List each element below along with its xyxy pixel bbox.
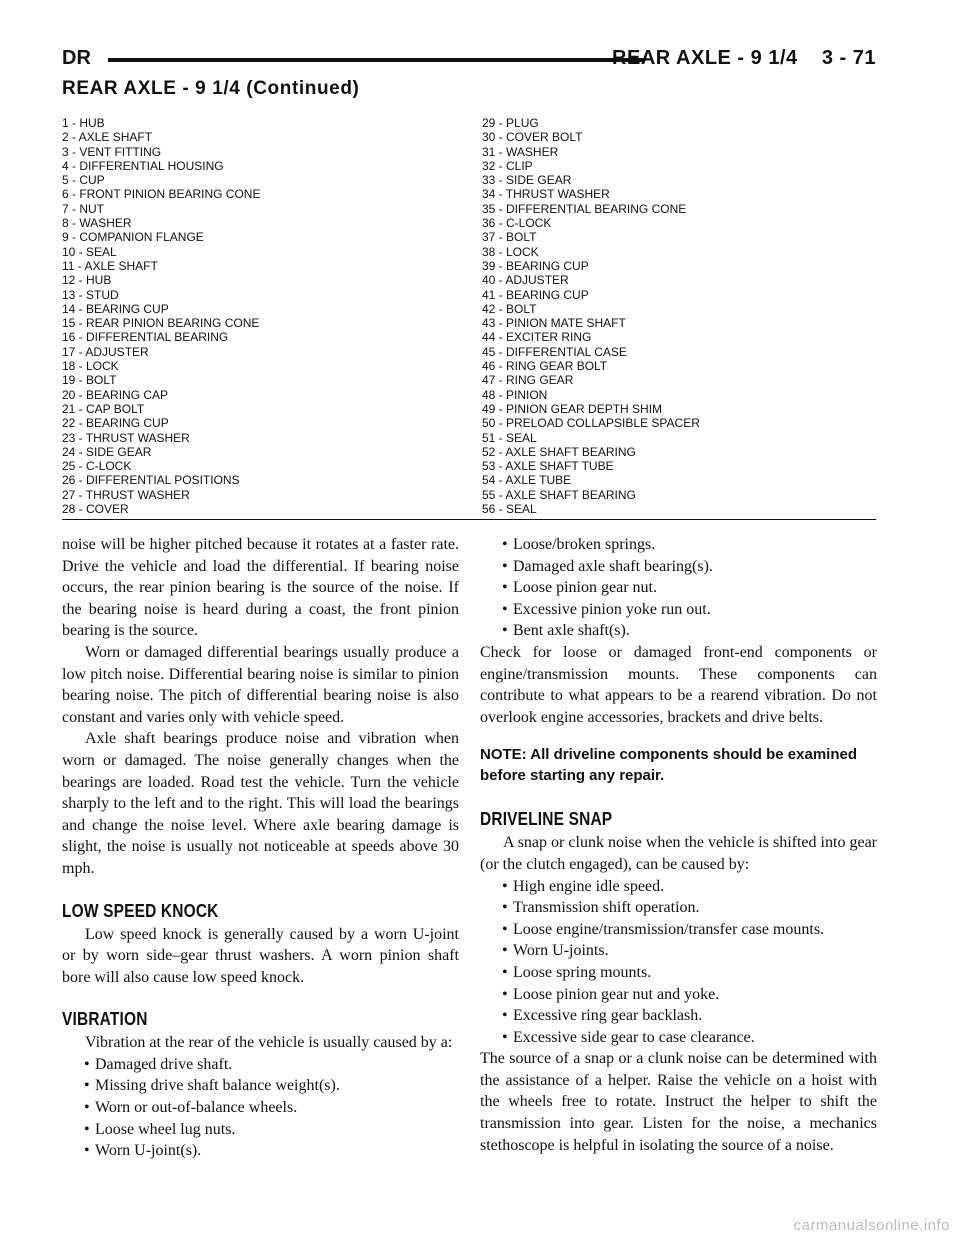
heading-driveline-snap: DRIVELINE SNAP: [480, 809, 613, 830]
bullet-text: Worn U-joint(s).: [95, 1142, 202, 1160]
bullet-icon: •: [84, 1099, 90, 1117]
legend-item: 8 - WASHER: [62, 216, 132, 231]
bullet-item: [480, 556, 877, 578]
legend-item: 49 - PINION GEAR DEPTH SHIM: [482, 401, 663, 416]
legend-item: 7 - NUT: [62, 201, 104, 216]
bullet-icon: •: [502, 985, 508, 1003]
legend-item: 18 - LOCK: [62, 359, 119, 374]
bullet-icon: •: [84, 1077, 90, 1095]
bullet-icon: •: [502, 920, 508, 938]
bullet-item: [480, 940, 877, 962]
bullet-icon: •: [502, 1028, 508, 1046]
bullet-text: High engine idle speed.: [513, 877, 665, 895]
legend-item: 48 - PINION: [482, 387, 548, 402]
legend-item: 3 - VENT FITTING: [62, 144, 162, 159]
legend-item: 12 - HUB: [62, 273, 112, 288]
legend-item: 29 - PLUG: [482, 116, 539, 130]
watermark: carmanualsonline.info: [793, 1217, 950, 1234]
legend-item: 15 - REAR PINION BEARING CONE: [62, 316, 260, 331]
paragraph: noise will be higher pitched because it rotates at a faster rate. Drive the vehicle and load the differential. If bearing noise occurs, the rear pinion bearing is the source of the noise. If the bearing noise is heard during a coast, the front pinion bearing is the source.: [62, 536, 459, 640]
header-page-ref: REAR AXLE - 9 1/4 3 - 71: [612, 47, 876, 69]
legend-item: 21 - CAP BOLT: [62, 401, 145, 416]
bullet-icon: •: [502, 877, 508, 895]
legend-item: 43 - PINION MATE SHAFT: [482, 316, 626, 331]
legend-item: 32 - CLIP: [482, 158, 533, 173]
section-title: REAR AXLE - 9 1/4 (Continued): [62, 78, 360, 99]
bullet-item: [480, 599, 877, 621]
legend-item: 44 - EXCITER RING: [482, 330, 592, 345]
legend-item: 41 - BEARING CUP: [482, 287, 589, 302]
text-column-left: [62, 534, 459, 1162]
legend-item: 14 - BEARING CUP: [62, 301, 169, 316]
header-rule: [108, 58, 644, 62]
paragraph: Vibration at the rear of the vehicle is usually caused by a:: [85, 1034, 453, 1052]
bullet-text: Loose wheel lug nuts.: [95, 1120, 236, 1138]
bullet-text: Loose pinion gear nut.: [513, 579, 657, 597]
legend-item: 4 - DIFFERENTIAL HOUSING: [62, 158, 224, 173]
legend-item: 47 - RING GEAR: [482, 373, 574, 388]
legend-item: 16 - DIFFERENTIAL BEARING: [62, 330, 229, 345]
bullet-item: [480, 1005, 877, 1027]
bullet-icon: •: [84, 1055, 90, 1073]
legend-item: 28 - COVER: [62, 502, 129, 517]
note-text: NOTE: All driveline components should be examined before starting any repair.: [480, 746, 858, 785]
bullet-icon: •: [502, 600, 508, 618]
bullet-item: [480, 577, 877, 599]
legend-item: 53 - AXLE SHAFT TUBE: [482, 459, 614, 474]
bullet-text: Damaged drive shaft.: [95, 1055, 233, 1073]
legend-item: 34 - THRUST WASHER: [482, 187, 610, 202]
bullet-icon: •: [502, 1007, 508, 1025]
bullet-item: [480, 1027, 877, 1049]
legend-item: 1 - HUB: [62, 116, 105, 130]
legend-item: 17 - ADJUSTER: [62, 344, 149, 359]
bullet-icon: •: [84, 1120, 90, 1138]
bullet-item: [62, 1075, 459, 1097]
bullet-item: [480, 876, 877, 898]
legend-item: 37 - BOLT: [482, 230, 537, 245]
paragraph: A snap or clunk noise when the vehicle is shifted into gear (or the clutch engaged), can be caused by:: [480, 834, 877, 873]
paragraph: Axle shaft bearings produce noise and vibration when worn or damaged. The noise generally changes when the bearings are loaded. Road test the vehicle. Turn the vehicle sharply to the left and to the right. This will load the bearings and change the noise level. Where axle bearing damage is slight, the noise is usually not noticeable at speeds above 30 mph.: [62, 730, 459, 877]
bullet-item: [62, 1054, 459, 1076]
bullet-text: Excessive ring gear backlash.: [513, 1007, 703, 1025]
bullet-item: [62, 1097, 459, 1119]
legend-item: 51 - SEAL: [482, 430, 537, 445]
heading-low-speed-knock: LOW SPEED KNOCK: [62, 900, 219, 921]
bullet-icon: •: [502, 942, 508, 960]
legend-item: 13 - STUD: [62, 287, 119, 302]
bullet-item: [480, 620, 877, 642]
legend-item: 31 - WASHER: [482, 144, 559, 159]
bullet-icon: •: [84, 1142, 90, 1160]
legend-item: 38 - LOCK: [482, 244, 539, 259]
bullet-list: [480, 876, 877, 1049]
legend-column-right: [482, 116, 700, 516]
bullet-text: Loose/broken springs.: [513, 536, 656, 553]
bullet-item: [62, 1140, 459, 1162]
legend-item: 5 - CUP: [62, 173, 105, 188]
bullet-item: [480, 897, 877, 919]
legend-item: 11 - AXLE SHAFT: [62, 258, 158, 273]
legend-column-left: [62, 116, 260, 516]
heading-vibration: VIBRATION: [62, 1009, 148, 1030]
paragraph: Check for loose or damaged front-end components or engine/transmission mounts. These components can contribute to what appears to be a rearend vibration. Do not overlook engine accessories, brackets and drive belts.: [480, 643, 877, 726]
legend-item: 22 - BEARING CUP: [62, 416, 169, 431]
parts-legend: [62, 116, 876, 520]
bullet-icon: •: [502, 536, 508, 553]
legend-item: 42 - BOLT: [482, 301, 537, 316]
legend-item: 26 - DIFFERENTIAL POSITIONS: [62, 473, 240, 488]
bullet-list: [62, 1054, 459, 1162]
bullet-text: Missing drive shaft balance weight(s).: [95, 1077, 340, 1095]
page-header: [62, 44, 876, 74]
legend-item: 40 - ADJUSTER: [482, 273, 569, 288]
paragraph: Worn or damaged differential bearings usually produce a low pitch noise. Differential bearing noise is similar to pinion bearing noise. The pitch of differential bearing noise is also constant and varies only with vehicle speed.: [62, 643, 459, 726]
paragraph: The source of a snap or a clunk noise can be determined with the assistance of a helper. Raise the vehicle on a hoist with the wheels free to rotate. Instruct the helper to shift the transmission into gear. Listen for the noise, a mechanics stethoscope is helpful in isolating the source of a noise.: [480, 1050, 877, 1154]
bullet-text: Excessive pinion yoke run out.: [513, 600, 711, 618]
legend-item: 36 - C-LOCK: [482, 216, 552, 231]
legend-item: 33 - SIDE GEAR: [482, 173, 572, 188]
bullet-icon: •: [502, 622, 508, 640]
bullet-item: [480, 534, 877, 556]
bullet-text: Worn U-joints.: [513, 942, 609, 960]
bullet-text: Excessive side gear to case clearance.: [513, 1028, 755, 1046]
bullet-text: Worn or out-of-balance wheels.: [95, 1099, 298, 1117]
bullet-item: [480, 919, 877, 941]
legend-item: 23 - THRUST WASHER: [62, 430, 190, 445]
legend-item: 52 - AXLE SHAFT BEARING: [482, 444, 636, 459]
bullet-item: [480, 962, 877, 984]
legend-item: 35 - DIFFERENTIAL BEARING CONE: [482, 201, 687, 216]
legend-item: 25 - C-LOCK: [62, 459, 132, 474]
bullet-icon: •: [502, 963, 508, 981]
legend-item: 56 - SEAL: [482, 502, 537, 517]
legend-item: 19 - BOLT: [62, 373, 117, 388]
bullet-text: Bent axle shaft(s).: [513, 622, 630, 640]
header-model-code: DR: [62, 47, 91, 69]
legend-item: 10 - SEAL: [62, 244, 117, 259]
legend-item: 30 - COVER BOLT: [482, 130, 583, 145]
bullet-icon: •: [502, 557, 508, 575]
bullet-icon: •: [502, 579, 508, 597]
bullet-item: [62, 1119, 459, 1141]
legend-item: 39 - BEARING CUP: [482, 258, 589, 273]
text-column-right: [480, 534, 877, 1156]
bullet-icon: •: [502, 899, 508, 917]
bullet-text: Loose spring mounts.: [513, 963, 652, 981]
legend-item: 46 - RING GEAR BOLT: [482, 359, 608, 374]
legend-item: 55 - AXLE SHAFT BEARING: [482, 487, 636, 502]
legend-item: 9 - COMPANION FLANGE: [62, 230, 204, 245]
legend-item: 50 - PRELOAD COLLAPSIBLE SPACER: [482, 416, 700, 431]
bullet-item: [480, 984, 877, 1006]
legend-item: 27 - THRUST WASHER: [62, 487, 190, 502]
legend-item: 24 - SIDE GEAR: [62, 444, 152, 459]
bullet-text: Damaged axle shaft bearing(s).: [513, 557, 713, 575]
legend-item: 45 - DIFFERENTIAL CASE: [482, 344, 627, 359]
bullet-list: [480, 534, 877, 642]
legend-item: 6 - FRONT PINION BEARING CONE: [62, 187, 261, 202]
legend-item: 54 - AXLE TUBE: [482, 473, 572, 488]
bullet-text: Loose pinion gear nut and yoke.: [513, 985, 720, 1003]
bullet-text: Transmission shift operation.: [513, 899, 700, 917]
legend-item: 2 - AXLE SHAFT: [62, 130, 153, 145]
bullet-text: Loose engine/transmission/transfer case mounts.: [513, 920, 825, 938]
legend-item: 20 - BEARING CAP: [62, 387, 169, 402]
paragraph: Low speed knock is generally caused by a worn U-joint or by worn side–gear thrust washers. A worn pinion shaft bore will also cause low speed knock.: [62, 925, 459, 986]
